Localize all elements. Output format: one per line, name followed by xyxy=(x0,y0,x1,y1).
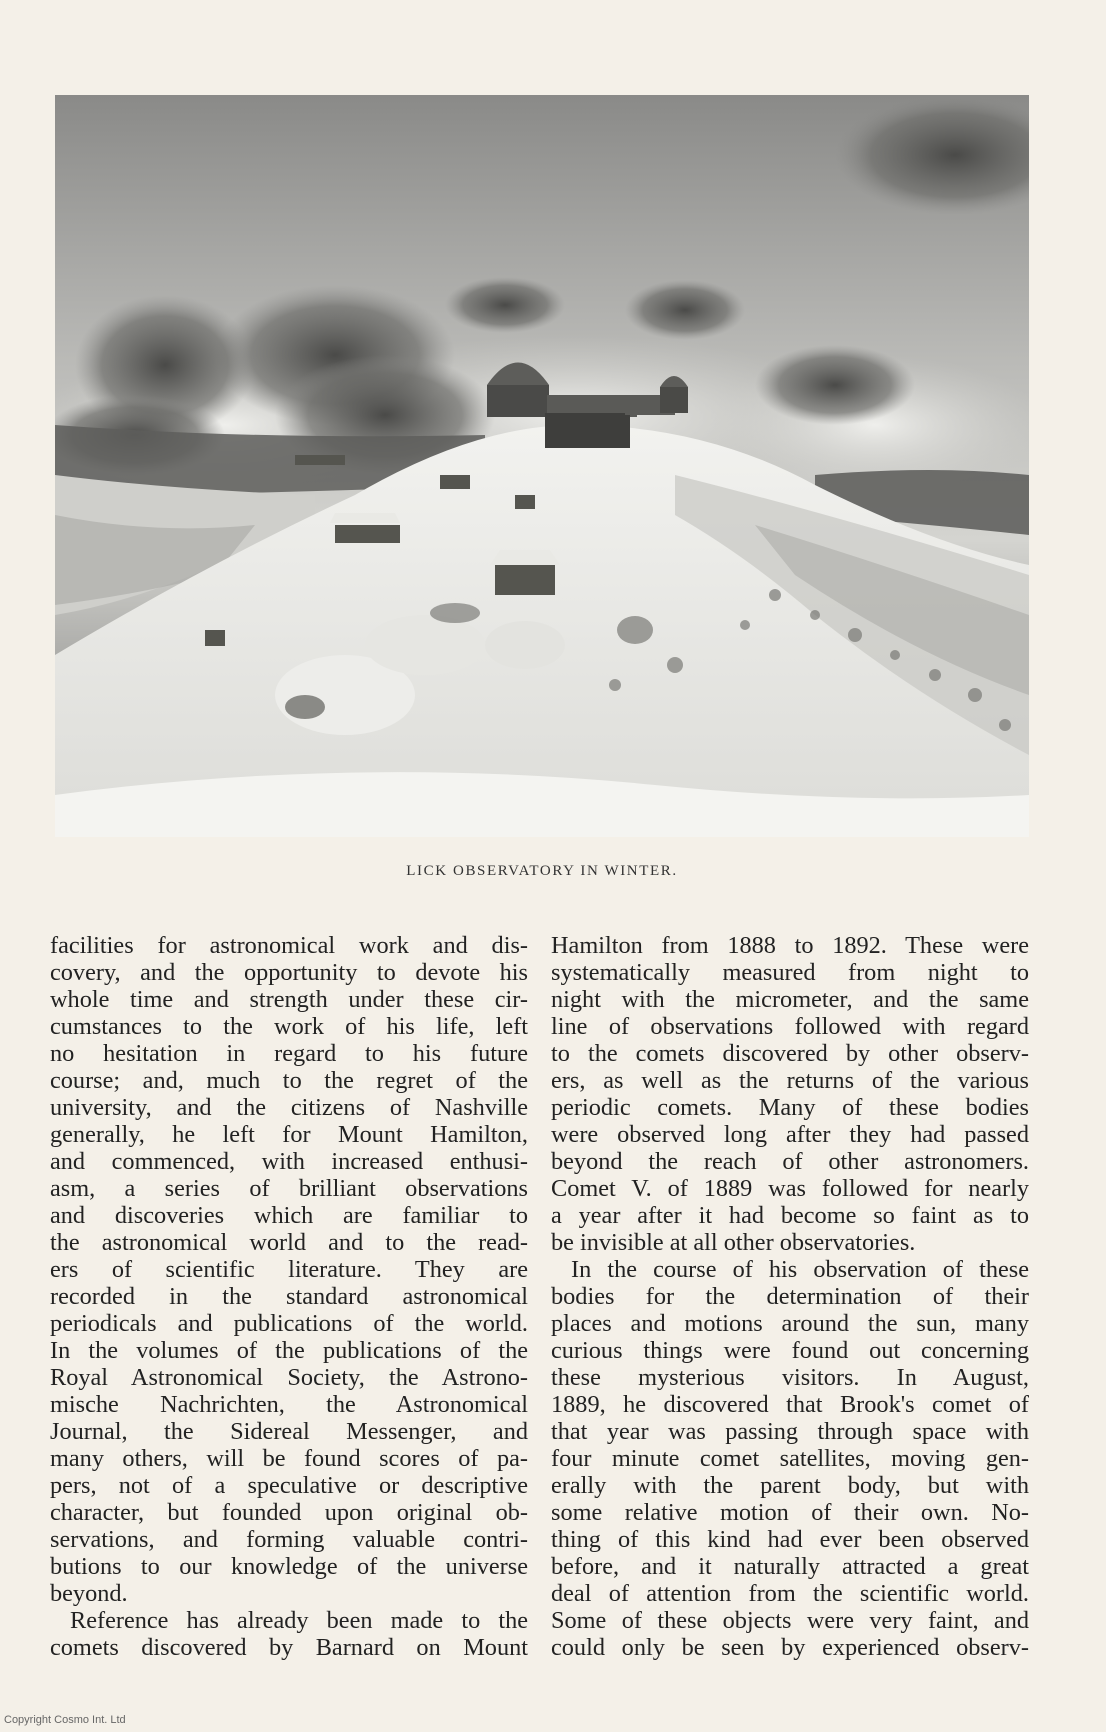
text-line: to the comets discovered by other observ- xyxy=(551,1040,1029,1067)
text-line: systematically measured from night to xyxy=(551,959,1029,986)
photo-illustration xyxy=(55,95,1029,837)
text-line: be invisible at all other observatories. xyxy=(551,1229,916,1256)
text-line: thing of this kind had ever been observed xyxy=(551,1526,1029,1553)
text-line: were observed long after they had passed xyxy=(551,1121,1029,1148)
text-line: periodic comets. Many of these bodies xyxy=(551,1094,1029,1121)
text-line: cumstances to the work of his life, left xyxy=(50,1013,528,1040)
text-line: a year after it had become so faint as to xyxy=(551,1202,1029,1229)
text-line: Hamilton from 1888 to 1892. These were xyxy=(551,932,1029,959)
text-line: Some of these objects were very faint, and xyxy=(551,1607,1029,1634)
text-line: beyond. xyxy=(50,1580,128,1607)
text-column-right xyxy=(551,932,1029,1661)
text-line: bodies for the determination of their xyxy=(551,1283,1029,1310)
text-line: facilities for astronomical work and dis- xyxy=(50,932,528,959)
text-line: and discoveries which are familiar to xyxy=(50,1202,528,1229)
copyright-watermark: Copyright Cosmo Int. Ltd xyxy=(4,1714,126,1726)
text-line: deal of attention from the scientific world. xyxy=(551,1580,1029,1607)
text-line: recorded in the standard astronomical xyxy=(50,1283,528,1310)
text-line: some relative motion of their own. No- xyxy=(551,1499,1029,1526)
text-line: In the course of his observation of these xyxy=(571,1256,1029,1283)
text-line: comets discovered by Barnard on Mount xyxy=(50,1634,528,1661)
text-line: ers of scientific literature. They are xyxy=(50,1256,528,1283)
text-line: pers, not of a speculative or descriptive xyxy=(50,1472,528,1499)
text-line: erally with the parent body, but with xyxy=(551,1472,1029,1499)
text-line: that year was passing through space with xyxy=(551,1418,1029,1445)
text-line: and commenced, with increased enthusi- xyxy=(50,1148,528,1175)
text-line: covery, and the opportunity to devote his xyxy=(50,959,528,986)
text-line: night with the micrometer, and the same xyxy=(551,986,1029,1013)
text-line: could only be seen by experienced observ- xyxy=(551,1634,1029,1661)
text-line: course; and, much to the regret of the xyxy=(50,1067,528,1094)
text-column-left xyxy=(50,932,528,1661)
text-line: Journal, the Sidereal Messenger, and xyxy=(50,1418,528,1445)
text-line: many others, will be found scores of pa- xyxy=(50,1445,528,1472)
text-line: places and motions around the sun, many xyxy=(551,1310,1029,1337)
text-line: whole time and strength under these cir- xyxy=(50,986,528,1013)
text-line: servations, and forming valuable contri- xyxy=(50,1526,528,1553)
text-line: these mysterious visitors. In August, xyxy=(551,1364,1029,1391)
text-line: no hesitation in regard to his future xyxy=(50,1040,528,1067)
text-line: the astronomical world and to the read- xyxy=(50,1229,528,1256)
photo-caption: LICK OBSERVATORY IN WINTER. xyxy=(406,863,678,879)
text-line: Comet V. of 1889 was followed for nearly xyxy=(551,1175,1029,1202)
text-line: Reference has already been made to the xyxy=(70,1607,528,1634)
text-line: before, and it naturally attracted a great xyxy=(551,1553,1029,1580)
text-line: generally, he left for Mount Hamilton, xyxy=(50,1121,528,1148)
text-line: beyond the reach of other astronomers. xyxy=(551,1148,1029,1175)
text-line: mische Nachrichten, the Astronomical xyxy=(50,1391,528,1418)
text-line: character, but founded upon original ob- xyxy=(50,1499,528,1526)
text-line: butions to our knowledge of the universe xyxy=(50,1553,528,1580)
text-line: line of observations followed with regard xyxy=(551,1013,1029,1040)
text-line: asm, a series of brilliant observations xyxy=(50,1175,528,1202)
text-line: periodicals and publications of the world. xyxy=(50,1310,528,1337)
text-line: 1889, he discovered that Brook's comet of xyxy=(551,1391,1029,1418)
text-line: In the volumes of the publications of the xyxy=(50,1337,528,1364)
text-line: Royal Astronomical Society, the Astrono- xyxy=(50,1364,528,1391)
text-line: four minute comet satellites, moving gen- xyxy=(551,1445,1029,1472)
observatory-photograph xyxy=(55,95,1029,837)
text-line: university, and the citizens of Nashville xyxy=(50,1094,528,1121)
text-line: curious things were found out concerning xyxy=(551,1337,1029,1364)
text-line: ers, as well as the returns of the various xyxy=(551,1067,1029,1094)
